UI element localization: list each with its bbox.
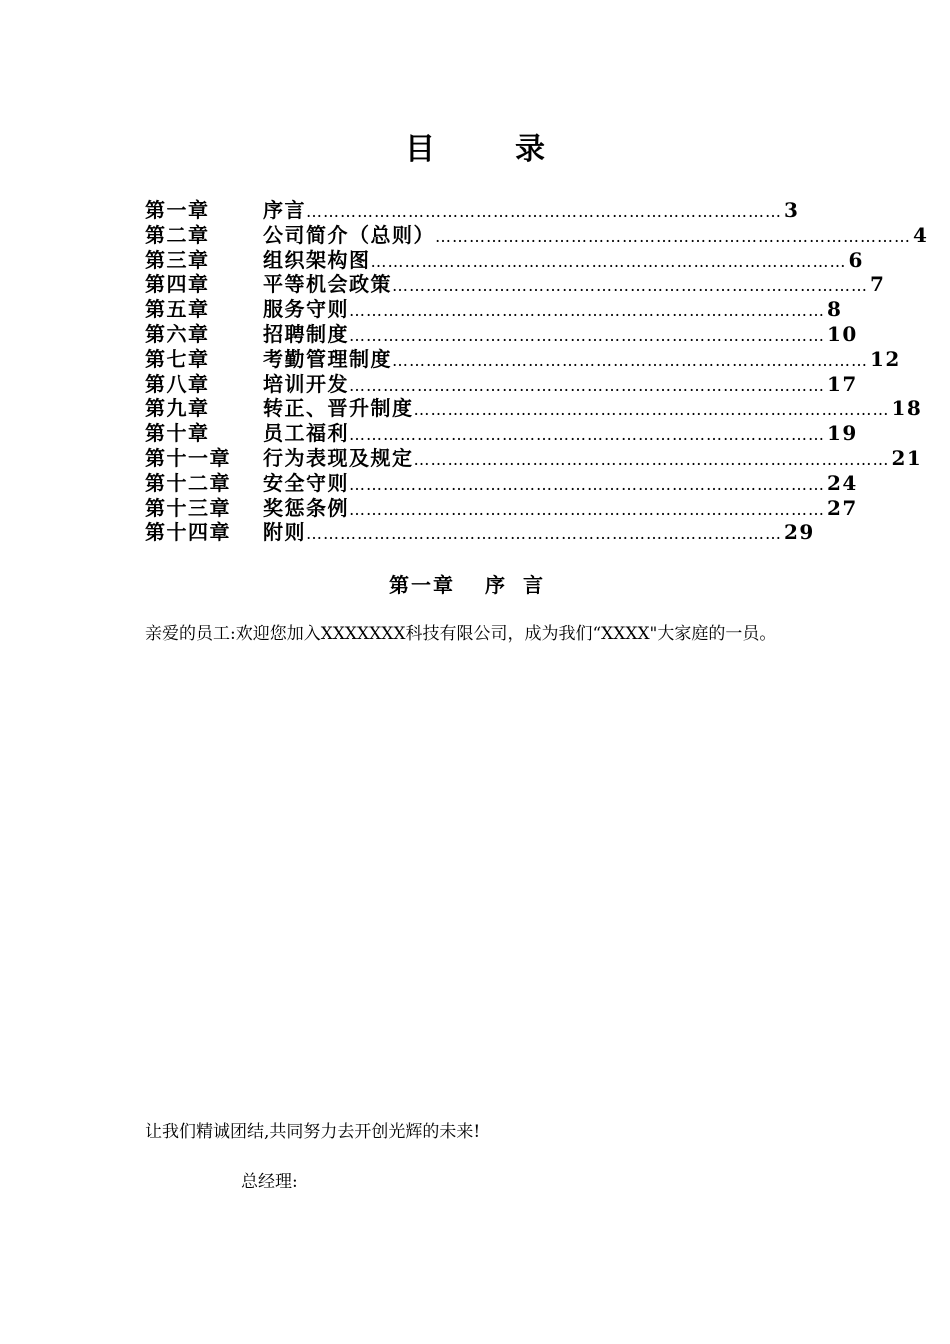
- toc-entry-name: 序言: [263, 198, 306, 222]
- toc-leader-dots: …………………………………………………………………………: [370, 251, 847, 271]
- toc-leader-dots: …………………………………………………………………………: [349, 425, 825, 445]
- toc-page-number: 17: [827, 371, 858, 396]
- toc-leader-dots: …………………………………………………………………………: [413, 400, 890, 420]
- toc-page-number: 27: [827, 495, 858, 520]
- toc-entry-name: 附则: [263, 520, 306, 545]
- toc-entry[interactable]: [145, 222, 929, 248]
- toc-leader-dots: …………………………………………………………………………: [435, 226, 911, 246]
- closing-paragraph: 让我们精诚团结,共同努力去开创光辉的未来!: [145, 1122, 481, 1142]
- toc-page-number: 29: [784, 520, 815, 545]
- toc-leader-dots: …………………………………………………………………………: [413, 449, 890, 469]
- toc-entry-name: 招聘制度: [263, 321, 349, 346]
- toc-entry-name: 组织架构图: [263, 247, 371, 272]
- toc-entry[interactable]: [145, 247, 864, 273]
- toc-leader-dots: …………………………………………………………………………: [392, 276, 868, 296]
- toc-entry[interactable]: [145, 520, 815, 545]
- toc-entry[interactable]: [145, 321, 858, 347]
- section-chapter-label: 第一章: [389, 573, 455, 597]
- toc-chapter: 第一章: [145, 198, 210, 222]
- table-of-contents: [145, 198, 929, 545]
- toc-leader-dots: …………………………………………………………………………: [306, 202, 782, 221]
- toc-entry[interactable]: [145, 421, 858, 446]
- toc-entry[interactable]: [145, 198, 800, 223]
- toc-leader-dots: …………………………………………………………………………: [349, 301, 825, 321]
- toc-entry[interactable]: [145, 371, 858, 397]
- toc-leader-dots: …………………………………………………………………………: [392, 350, 868, 370]
- toc-page-number: 12: [870, 346, 901, 371]
- toc-page-number: 4: [913, 222, 929, 247]
- toc-chapter: 第五章: [145, 297, 210, 322]
- toc-title: [0, 128, 950, 172]
- toc-entry[interactable]: [145, 297, 843, 322]
- toc-chapter: 第六章: [145, 321, 210, 346]
- toc-leader-dots: …………………………………………………………………………: [349, 325, 825, 345]
- toc-leader-dots: …………………………………………………………………………: [306, 524, 782, 544]
- section-heading: [0, 570, 950, 600]
- toc-chapter: 第十四章: [145, 520, 231, 545]
- toc-entry[interactable]: [145, 470, 858, 496]
- toc-page-number: 10: [827, 321, 858, 346]
- toc-entry-name: 平等机会政策: [263, 272, 392, 297]
- toc-entry[interactable]: [145, 495, 858, 521]
- toc-page-number: 3: [784, 198, 800, 222]
- toc-leader-dots: …………………………………………………………………………: [349, 375, 825, 395]
- section-title: 序言: [485, 573, 561, 597]
- toc-chapter: 第四章: [145, 272, 210, 297]
- toc-chapter: 第八章: [145, 371, 210, 396]
- toc-entry-name: 培训开发: [263, 371, 349, 396]
- toc-entry-name: 服务守则: [263, 297, 349, 322]
- toc-entry-name: 员工福利: [263, 421, 349, 446]
- toc-page-number: 8: [827, 297, 843, 322]
- toc-chapter: 第七章: [145, 346, 210, 371]
- intro-paragraph: 亲爱的员工:欢迎您加入XXXXXXX科技有限公司，成为我们“XXXX"大家庭的一员。: [145, 624, 777, 644]
- toc-entry-name: 安全守则: [263, 470, 349, 495]
- toc-page-number: 7: [870, 272, 886, 297]
- toc-entry-name: 公司简介（总则）: [263, 222, 435, 247]
- toc-chapter: 第二章: [145, 222, 210, 247]
- toc-entry-name: 行为表现及规定: [263, 445, 414, 470]
- toc-entry[interactable]: [145, 346, 901, 372]
- toc-page-number: 24: [827, 470, 858, 495]
- toc-entry-name: 奖惩条例: [263, 495, 349, 520]
- toc-chapter: 第十章: [145, 421, 210, 446]
- toc-entry-name: 考勤管理制度: [263, 346, 392, 371]
- toc-chapter: 第三章: [145, 247, 210, 272]
- toc-chapter: 第九章: [145, 396, 210, 421]
- toc-page-number: 18: [891, 396, 923, 421]
- toc-page-number: 19: [827, 421, 858, 446]
- toc-leader-dots: …………………………………………………………………………: [349, 474, 825, 494]
- toc-page-number: 21: [891, 445, 923, 470]
- toc-entry[interactable]: [145, 396, 923, 421]
- signature-label: 总经理:: [241, 1172, 298, 1192]
- toc-entry[interactable]: [145, 445, 923, 471]
- toc-title-char-1: 目: [405, 132, 435, 167]
- toc-chapter: 第十三章: [145, 495, 231, 520]
- toc-title-char-2: 录: [515, 132, 545, 167]
- toc-entry[interactable]: [145, 272, 886, 297]
- toc-page-number: 6: [848, 247, 864, 272]
- toc-entry-name: 转正、晋升制度: [263, 396, 414, 421]
- toc-leader-dots: …………………………………………………………………………: [349, 499, 825, 519]
- toc-chapter: 第十二章: [145, 470, 231, 495]
- toc-chapter: 第十一章: [145, 445, 231, 470]
